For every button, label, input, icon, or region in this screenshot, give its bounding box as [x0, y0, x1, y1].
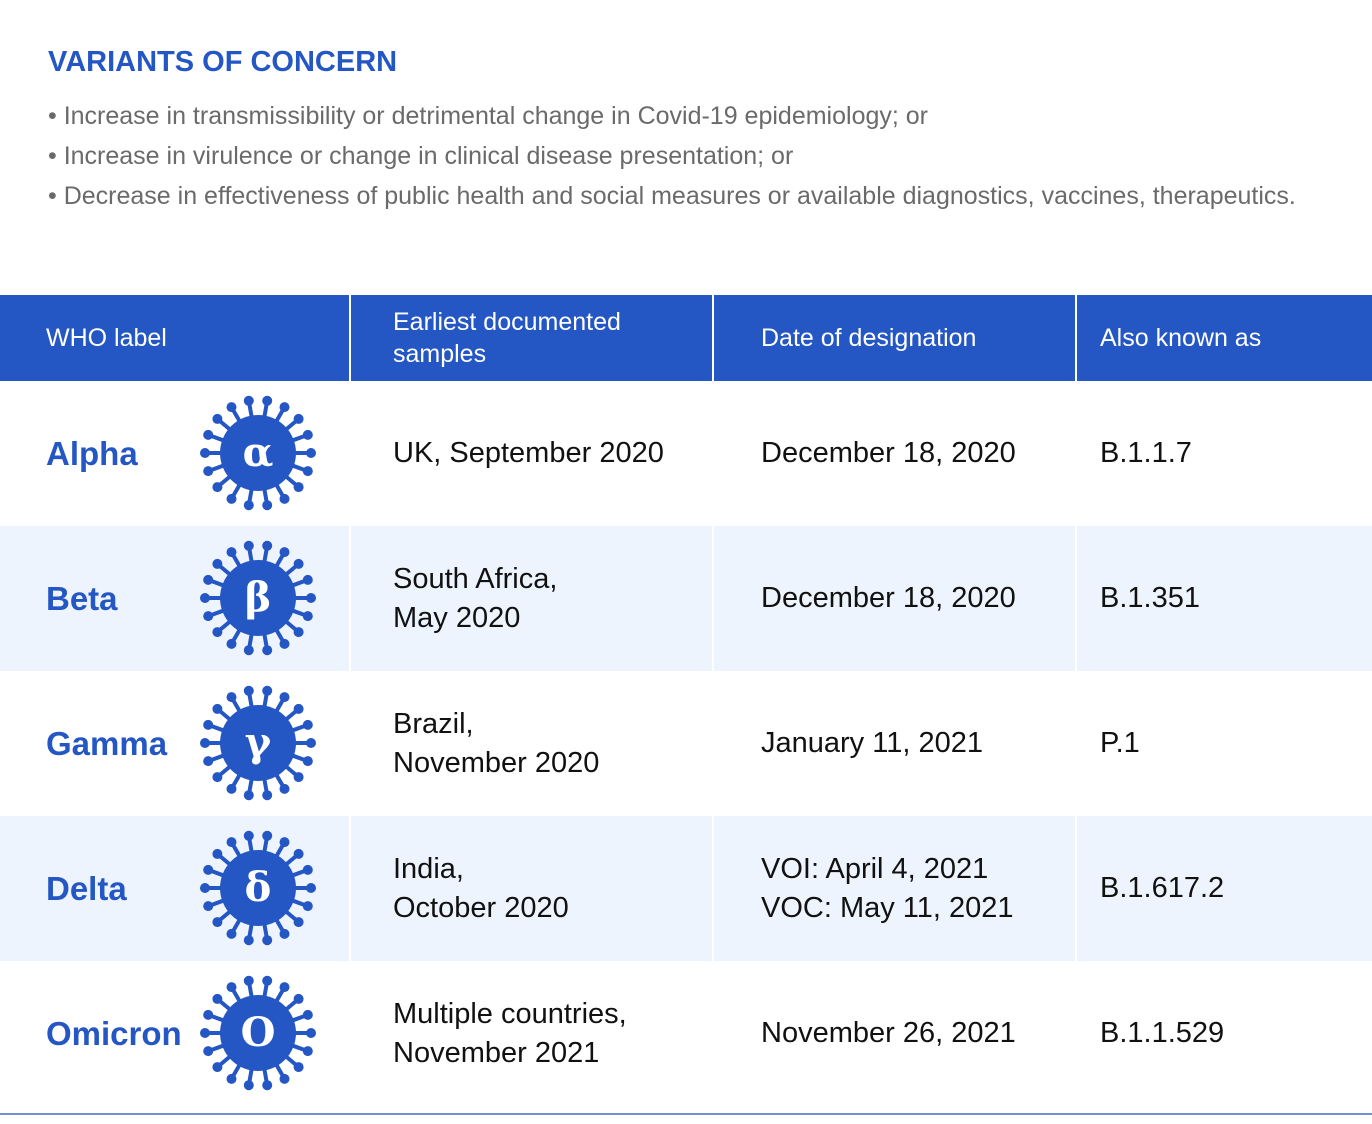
virus-alpha-icon: [198, 393, 318, 513]
samples-line: UK, September 2020: [393, 437, 664, 469]
cell-also-known-as: [1077, 526, 1372, 671]
cell-date-designation: [714, 961, 1077, 1106]
variant-label: Omicron: [46, 1015, 182, 1052]
table-header: [0, 295, 1372, 381]
samples-line: India,: [393, 852, 464, 885]
column-header-who-label: WHO label: [0, 295, 351, 381]
greek-symbol: γ: [244, 719, 272, 766]
samples-line: Multiple countries,: [393, 997, 627, 1030]
column-header-also-known-as: Also known as: [1100, 324, 1262, 352]
samples-line: May 2020: [393, 601, 521, 634]
virus-omicron-icon: [198, 973, 318, 1093]
greek-symbol: α: [242, 429, 274, 476]
date-line: VOC: May 11, 2021: [761, 891, 1014, 924]
cell-also-known-as: [1077, 816, 1372, 961]
samples-line: October 2020: [393, 891, 569, 924]
variant-label: Gamma: [46, 725, 168, 762]
samples-line: November 2021: [393, 1036, 600, 1069]
cell-earliest-samples: [351, 526, 714, 671]
cell-earliest-samples: [351, 816, 714, 961]
samples-line: November 2020: [393, 746, 600, 779]
cell-earliest-samples: [351, 381, 714, 526]
date-line: January 11, 2021: [761, 727, 983, 759]
bottom-divider: [0, 1113, 1372, 1115]
cell-also-known-as: [1077, 381, 1372, 526]
cell-who-label: [0, 961, 351, 1106]
greek-symbol: δ: [244, 864, 272, 911]
criteria-list: [48, 96, 1338, 216]
table-body: [0, 381, 1372, 1106]
greek-symbol: O: [240, 1009, 276, 1056]
cell-earliest-samples: [351, 961, 714, 1106]
column-header-earliest-samples: [351, 295, 714, 381]
cell-who-label: [0, 816, 351, 961]
lineage-code: P.1: [1100, 727, 1140, 759]
date-line: December 18, 2020: [761, 582, 1016, 614]
criteria-item: • Decrease in effectiveness of public health and social measures or available diagnostics, vaccines, therapeutics.: [48, 182, 1296, 210]
cell-earliest-samples: [351, 671, 714, 816]
samples-line: Brazil,: [393, 707, 474, 740]
virus-gamma-icon: [198, 683, 318, 803]
samples-line: South Africa,: [393, 562, 558, 595]
cell-who-label: [0, 381, 351, 526]
cell-date-designation: [714, 671, 1077, 816]
date-line: December 18, 2020: [761, 437, 1016, 469]
table-row: [0, 381, 1372, 526]
table-row: [0, 961, 1372, 1106]
cell-also-known-as: [1077, 961, 1372, 1106]
lineage-code: B.1.351: [1100, 582, 1200, 614]
column-header-earliest-samples-text: Earliest documented samples: [393, 308, 621, 368]
cell-who-label: [0, 671, 351, 816]
lineage-code: B.1.1.529: [1100, 1017, 1225, 1049]
criteria-item: • Increase in virulence or change in clinical disease presentation; or: [48, 142, 794, 170]
column-header-date-designation: Date of designation: [714, 295, 1077, 381]
virus-beta-icon: [198, 538, 318, 658]
cell-date-designation: [714, 816, 1077, 961]
criteria-item: • Increase in transmissibility or detrimental change in Covid-19 epidemiology; or: [48, 102, 928, 130]
cell-date-designation: [714, 381, 1077, 526]
table-row: [0, 671, 1372, 816]
variants-table: [0, 295, 1372, 1106]
cell-also-known-as: [1077, 671, 1372, 816]
variant-label: Beta: [46, 580, 118, 617]
virus-delta-icon: [198, 828, 318, 948]
cell-who-label: [0, 526, 351, 671]
date-line: VOI: April 4, 2021: [761, 852, 989, 885]
lineage-code: B.1.617.2: [1100, 872, 1225, 904]
date-line: November 26, 2021: [761, 1017, 1016, 1049]
table-row: [0, 526, 1372, 671]
greek-symbol: β: [244, 574, 272, 621]
table-row: [0, 816, 1372, 961]
lineage-code: B.1.1.7: [1100, 437, 1192, 469]
variant-label: Delta: [46, 870, 127, 907]
cell-date-designation: [714, 526, 1077, 671]
variant-label: Alpha: [46, 435, 138, 472]
page-title: VARIANTS OF CONCERN: [48, 46, 398, 78]
